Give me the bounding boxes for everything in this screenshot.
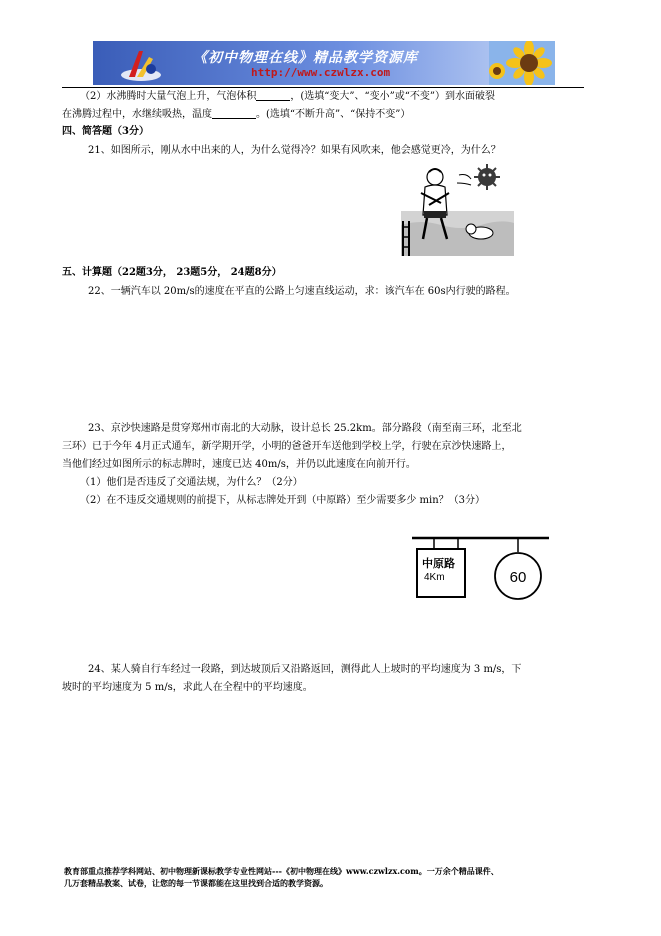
- site-logo-icon: [119, 47, 163, 83]
- swimmer-cold-figure: [401, 163, 514, 256]
- q2-blank-2[interactable]: [212, 108, 256, 119]
- q22-text: 22、一辆汽车以 20m/s的速度在平直的公路上匀速直线运动，求：该汽车在 60s内行驶的路程。: [88, 286, 516, 297]
- q23-line2: 三环）已于今年 4月正式通车，新学期开学，小明的爸爸开车送他到学校上学，行驶在京沙快速路上，: [62, 441, 512, 452]
- q23-line1: 23、京沙快速路是贯穿郑州市南北的大动脉，设计总长 25.2km。部分路段（南至南三环，北至北: [88, 423, 522, 434]
- q2-line2: [62, 108, 410, 122]
- q23-sub2: （2）在不违反交通规则的前提下，从标志牌处开到（中原路）至少需要多少 min？（3分）: [80, 495, 486, 506]
- section5-heading: 五、计算题（22题3分， 23题5分， 24题8分）: [62, 267, 282, 278]
- banner-title: 《初中物理在线》精品教学资源库: [193, 50, 418, 66]
- q24-line2: 坡时的平均速度为 5 m/s，求此人在全程中的平均速度。: [62, 682, 313, 693]
- q21-text: 21、如图所示，刚从水中出来的人，为什么觉得冷？如果有风吹来，他会感觉更冷，为什么？: [88, 145, 501, 156]
- speed-limit-value: 60: [509, 569, 527, 586]
- q2-line2-end: 。(选填“不断升高”、“保持不变”）: [256, 109, 411, 120]
- q23-sub1: （1）他们是否违反了交通法规，为什么？（2分）: [80, 477, 303, 488]
- q2-line1: [80, 90, 495, 104]
- sign-distance: 4Km: [424, 572, 445, 583]
- q2-line2-start: 在沸腾过程中，水继续吸热，温度: [62, 109, 212, 120]
- q2-blank-1[interactable]: [256, 90, 290, 101]
- q2-line1-start: （2）水沸腾时大量气泡上升，气泡体积: [80, 91, 257, 102]
- q2-line1-end: ，(选填“变大”、“变小”或“不变”）到水面破裂: [290, 91, 495, 102]
- banner-url[interactable]: http://www.czwlzx.com: [251, 66, 391, 79]
- section4-heading: 四、简答题（3分）: [62, 126, 149, 137]
- q24-line1: 24、某人骑自行车经过一段路，到达坡顶后又沿路返回，测得此人上坡时的平均速度为 3 m/s，下: [88, 664, 522, 675]
- road-sign-figure: [412, 534, 549, 604]
- header-banner: [93, 41, 555, 85]
- sunflower-icon: [489, 41, 555, 85]
- sign-place-name: 中原路: [422, 558, 455, 570]
- q23-line3: 当他们经过如图所示的标志牌时，速度已达 40m/s，并仍以此速度在向前开行。: [62, 459, 416, 470]
- header-divider: [62, 87, 584, 88]
- footer-line2: 几万套精品教案、试卷，让您的每一节课都能在这里找到合适的教学资源。: [64, 878, 328, 888]
- footer-line1: 教育部重点推荐学科网站、初中物理新课标教学专业性网站---《初中物理在线》www.czwlzx.com。一万余个精品课件、: [64, 866, 499, 876]
